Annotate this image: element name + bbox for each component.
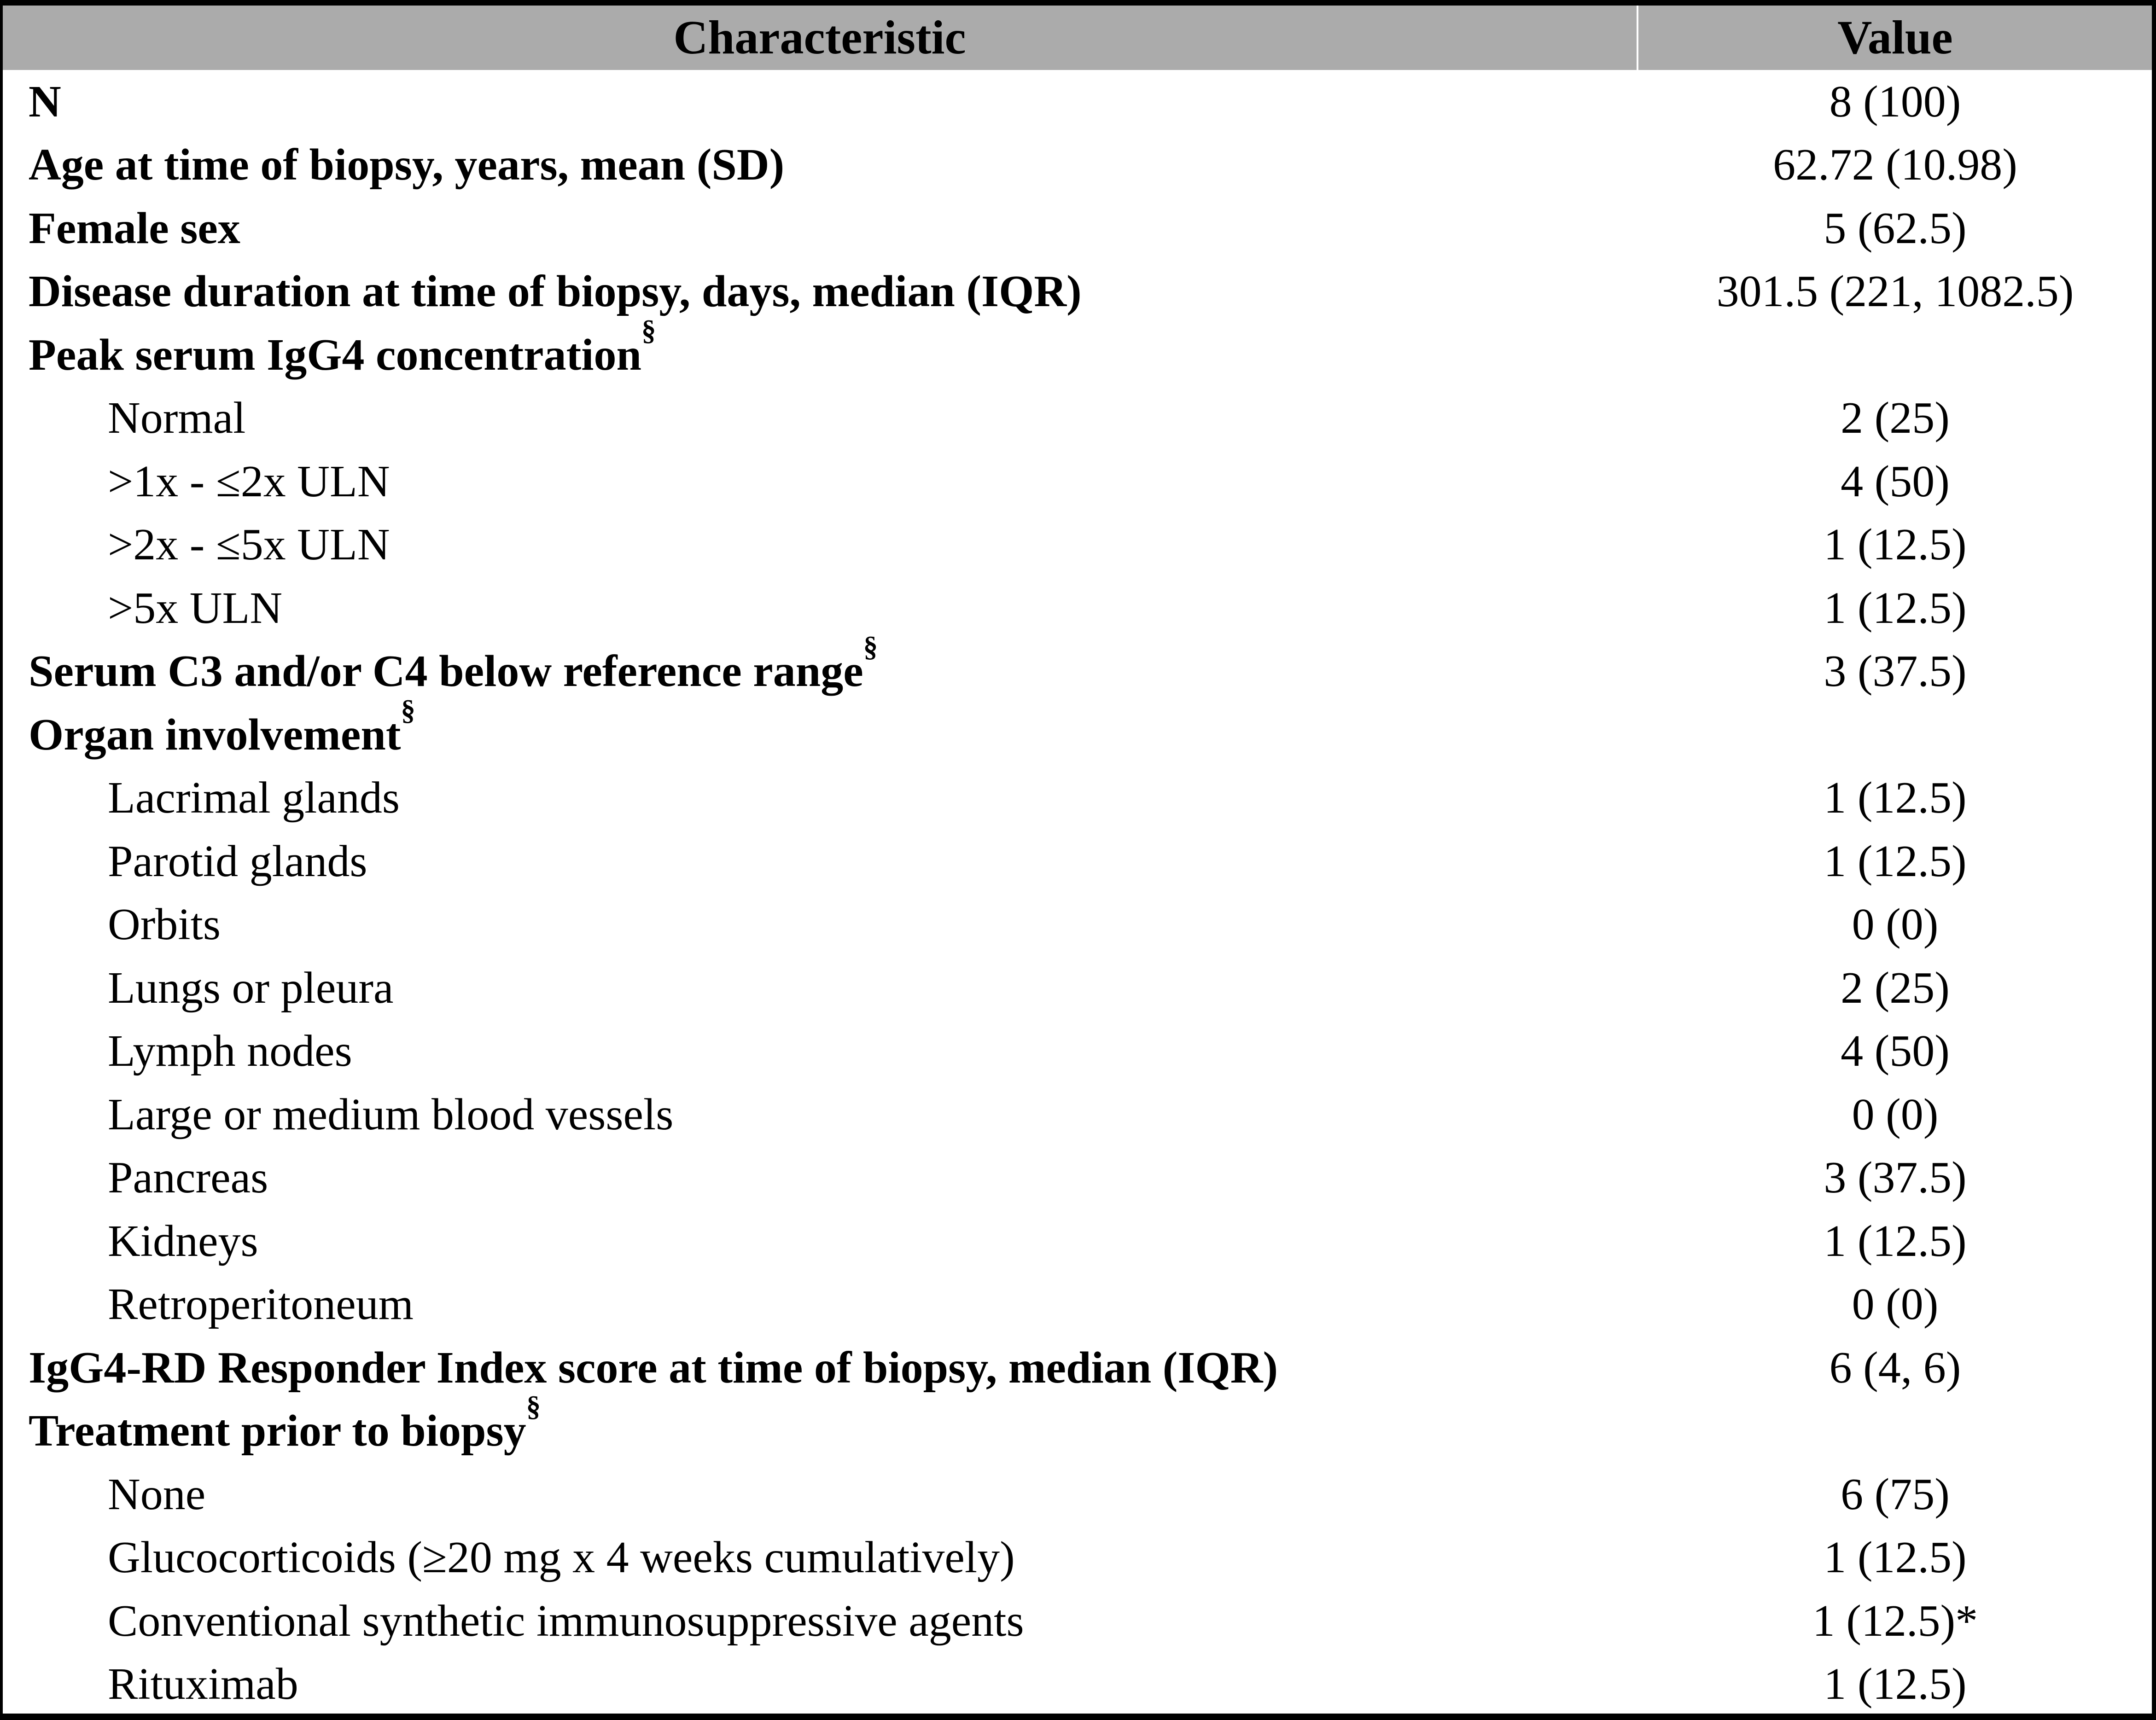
characteristic-cell: [3, 1533, 1638, 1583]
value-cell: 0 (0): [1852, 900, 1939, 950]
characteristic-label: >5x ULN: [108, 583, 283, 633]
value-cell: 1 (12.5): [1824, 836, 1967, 886]
value-cell: 301.5 (221, 1082.5): [1716, 267, 2074, 317]
table-row: [3, 1146, 2152, 1210]
characteristic-label: Normal: [108, 393, 246, 443]
characteristic-cell: [3, 583, 1638, 633]
characteristic-cell: [3, 140, 1638, 190]
characteristic-cell: [3, 520, 1638, 570]
table-row: [3, 70, 2152, 134]
value-cell: 3 (37.5): [1824, 1153, 1967, 1203]
table-row: [3, 693, 2152, 767]
characteristic-cell: [3, 1153, 1638, 1203]
characteristic-cell: [3, 900, 1638, 950]
value-cell: 4 (50): [1841, 456, 1950, 506]
characteristic-cell: [3, 1089, 1638, 1139]
characteristic-label: Glucocorticoids (≥20 mg x 4 weeks cumulatively): [108, 1533, 1015, 1583]
value-cell: 1 (12.5): [1824, 1659, 1967, 1709]
table-row: [3, 1589, 2152, 1653]
value-cell: 8 (100): [1829, 76, 1961, 127]
table-row: [3, 1083, 2152, 1146]
header-characteristic: Characteristic: [673, 11, 966, 64]
table-row: [3, 513, 2152, 577]
value-cell: 2 (25): [1841, 393, 1950, 443]
characteristic-label: Rituximab: [108, 1659, 298, 1709]
characteristic-label: Pancreas: [108, 1153, 268, 1203]
characteristic-cell: [3, 267, 1638, 317]
characteristic-cell: [3, 1659, 1638, 1709]
characteristic-label: None: [108, 1469, 206, 1519]
value-cell: 1 (12.5): [1824, 1216, 1967, 1266]
value-cell: 6 (75): [1841, 1469, 1950, 1519]
characteristic-label: Parotid glands: [108, 836, 367, 886]
footnote-marker: §: [863, 630, 878, 663]
characteristic-label: Retroperitoneum: [108, 1279, 414, 1330]
table-row: [3, 1273, 2152, 1336]
value-cell: 1 (12.5)*: [1812, 1596, 1978, 1646]
table-row: [3, 1209, 2152, 1273]
characteristic-label: Kidneys: [108, 1216, 258, 1266]
characteristic-label: IgG4-RD Responder Index score at time of biopsy, median (IQR): [29, 1342, 1278, 1393]
characteristic-cell: [3, 314, 1638, 380]
characteristic-cell: [3, 456, 1638, 506]
characteristic-cell: [3, 1390, 1638, 1456]
value-cell: 0 (0): [1852, 1279, 1939, 1330]
characteristic-label: Age at time of biopsy, years, mean (SD): [29, 140, 785, 190]
characteristic-cell: [3, 965, 1638, 1011]
characteristic-cell: [3, 693, 1638, 760]
value-cell: 1 (12.5): [1824, 583, 1967, 633]
table-row: [3, 630, 2152, 703]
characteristic-cell: [3, 630, 1638, 697]
table-row: [3, 134, 2152, 197]
table-row: [3, 1653, 2152, 1716]
table-row: [3, 956, 2152, 1020]
table-row: [3, 1336, 2152, 1400]
characteristic-label: Large or medium blood vessels: [108, 1089, 674, 1139]
characteristic-label: >2x - ≤5x ULN: [108, 520, 390, 570]
characteristic-label: N: [29, 76, 61, 127]
table-row: [3, 576, 2152, 640]
characteristic-cell: [3, 1342, 1638, 1393]
characteristic-label: >1x - ≤2x ULN: [108, 456, 390, 506]
value-cell: 1 (12.5): [1824, 520, 1967, 570]
footnote-marker: §: [526, 1390, 541, 1423]
characteristic-cell: [3, 1598, 1638, 1644]
value-cell: 5 (62.5): [1824, 203, 1967, 253]
table-row: [3, 1020, 2152, 1083]
characteristic-label: Treatment prior to biopsy: [29, 1406, 526, 1456]
characteristic-label: Disease duration at time of biopsy, days, median (IQR): [29, 267, 1082, 317]
table-row: [3, 1463, 2152, 1526]
characteristic-cell: [3, 773, 1638, 823]
characteristic-cell: [3, 1026, 1638, 1076]
value-cell: 6 (4, 6): [1829, 1342, 1961, 1393]
characteristic-label: Female sex: [29, 203, 240, 253]
value-cell: 62.72 (10.98): [1773, 140, 2017, 190]
table-row: [3, 387, 2152, 450]
header-value: Value: [1837, 11, 1953, 64]
table-row: [3, 767, 2152, 830]
characteristic-cell: [3, 76, 1638, 127]
characteristic-label: Lymph nodes: [108, 1026, 352, 1076]
table-row: [3, 893, 2152, 957]
table-body: [3, 70, 2152, 1716]
characteristic-label: Peak serum IgG4 concentration: [29, 330, 641, 380]
value-cell: 2 (25): [1841, 963, 1950, 1013]
footnote-marker: §: [641, 314, 656, 346]
table-row: [3, 830, 2152, 893]
value-cell: 4 (50): [1841, 1026, 1950, 1076]
characteristic-cell: [3, 1279, 1638, 1330]
characteristic-cell: [3, 203, 1638, 253]
characteristic-cell: [3, 1469, 1638, 1519]
table-row: [3, 1390, 2152, 1463]
table-row: [3, 1526, 2152, 1590]
table-row: [3, 314, 2152, 387]
characteristic-cell: [3, 836, 1638, 886]
value-cell: 3 (37.5): [1824, 646, 1967, 697]
value-cell: 1 (12.5): [1824, 773, 1967, 823]
characteristic-label: Lungs or pleura: [108, 963, 394, 1013]
characteristic-cell: [3, 1216, 1638, 1266]
footnote-marker: §: [401, 693, 415, 726]
characteristic-label: Serum C3 and/or C4 below reference range: [29, 646, 863, 697]
table-row: [3, 450, 2152, 513]
characteristic-label: Orbits: [108, 900, 221, 950]
value-cell: 1 (12.5): [1824, 1533, 1967, 1583]
characteristic-cell: [3, 395, 1638, 441]
characteristic-label: Organ involvement: [29, 709, 401, 760]
characteristic-label: Conventional synthetic immunosuppressive agents: [108, 1596, 1024, 1646]
table-header-row: [3, 6, 2152, 70]
characteristic-label: Lacrimal glands: [108, 773, 400, 823]
table-row: [3, 197, 2152, 260]
table-row: [3, 260, 2152, 324]
value-cell: 0 (0): [1852, 1089, 1939, 1139]
